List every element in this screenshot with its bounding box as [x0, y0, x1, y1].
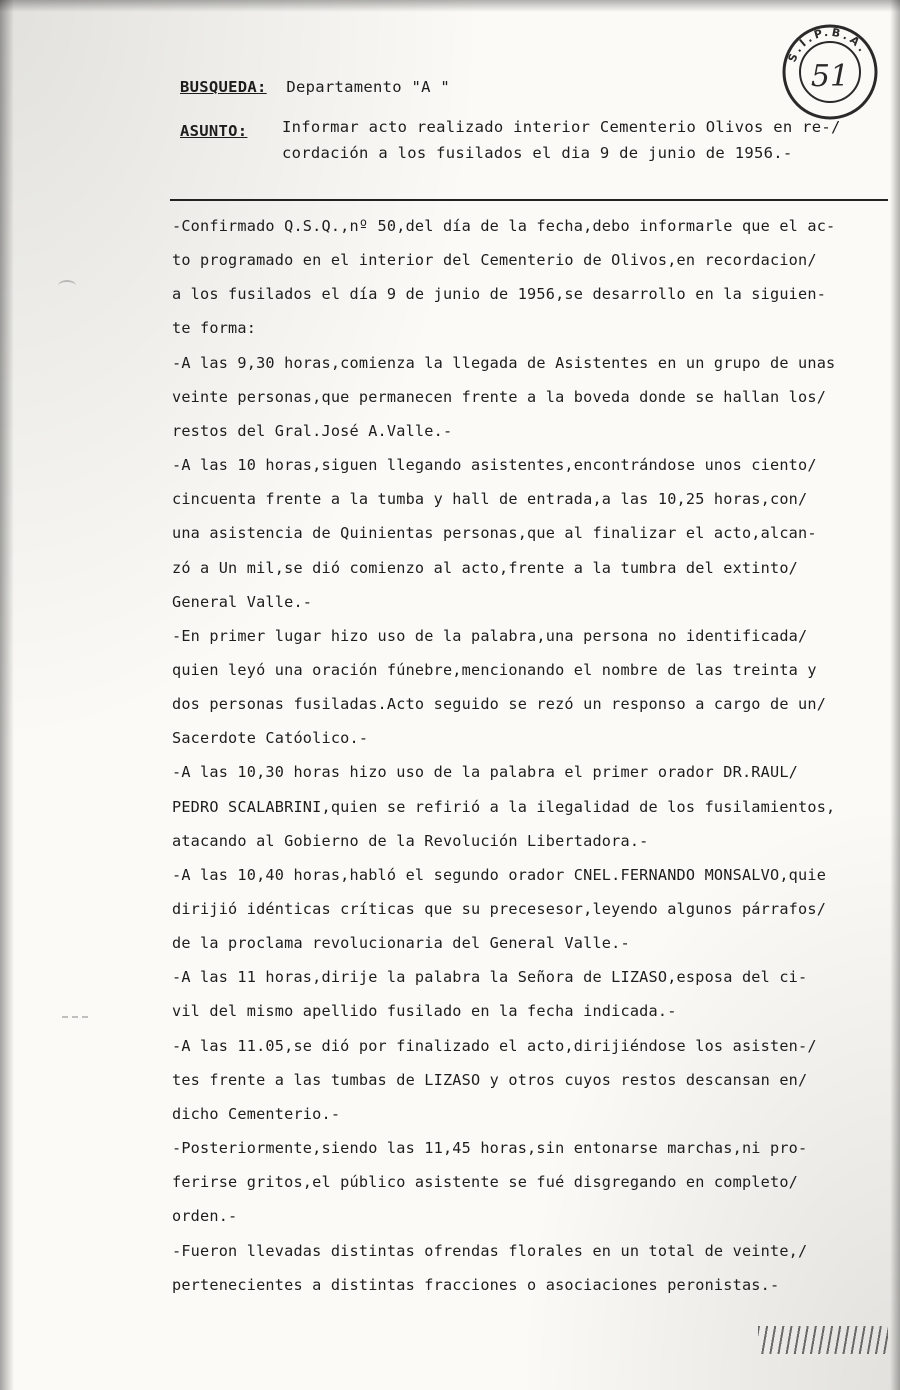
report-line: ferirse gritos,el público asistente se fué disgregando en completo/: [172, 1173, 799, 1192]
report-line: -A las 9,30 horas,comienza la llegada de Asistentes en un grupo de unas: [172, 353, 836, 372]
report-line: restos del Gral.José A.Valle.-: [172, 421, 453, 440]
report-line: -En primer lugar hizo uso de la palabra,una persona no identificada/: [172, 626, 808, 645]
scan-smudge: [62, 1016, 88, 1026]
report-line: to programado en el interior del Cementerio de Olivos,en recordacion/: [172, 251, 817, 270]
report-line: -Fueron llevadas distintas ofrendas florales en un total de veinte,/: [172, 1241, 808, 1260]
stamp-folio: 51: [810, 59, 850, 94]
sipba-stamp: [780, 22, 880, 122]
report-line: vil del mismo apellido fusilado en la fecha indicada.-: [172, 1002, 677, 1021]
busqueda-header: [180, 78, 450, 96]
scan-edge-top: [0, 0, 900, 12]
report-line: -Posteriormente,siendo las 11,45 horas,sin entonarse marchas,ni pro-: [172, 1139, 808, 1158]
scan-edge-left: [0, 0, 14, 1390]
report-line: Sacerdote Catóolico.-: [172, 729, 369, 748]
report-line: orden.-: [172, 1207, 238, 1226]
report-line: -A las 11.05,se dió por finalizado el acto,dirijiéndose los asisten-/: [172, 1036, 817, 1055]
report-line: a los fusilados el día 9 de junio de 1956,se desarrollo en la siguien-: [172, 285, 827, 304]
report-line: -A las 10,40 horas,habló el segundo orador CNEL.FERNANDO MONSALVO,quie: [172, 865, 827, 884]
report-line: -A las 10,30 horas hizo uso de la palabra el primer orador DR.RAUL/: [172, 763, 799, 782]
report-line: dirijió idénticas críticas que su precesesor,leyendo algunos párrafos/: [172, 900, 827, 918]
report-line: -A las 10 horas,siguen llegando asistentes,encontrándose unos ciento/: [172, 456, 817, 475]
report-line: quien leyó una oración fúnebre,mencionando el nombre de las treinta y: [172, 660, 817, 679]
report-line: de la proclama revolucionaria del General Valle.-: [172, 934, 630, 953]
report-line: dos personas fusiladas.Acto seguido se rezó un responso a cargo de un/: [172, 695, 827, 714]
asunto-line: cordación a los fusilados el dia 9 de junio de 1956.-: [282, 144, 793, 162]
scan-smudge: [58, 280, 76, 292]
busqueda-label: BUSQUEDA:: [180, 78, 267, 96]
stamp-seal-icon: [780, 22, 880, 122]
report-line: zó a Un mil,se dió comienzo al acto,frente a la tumbra del extinto/: [172, 558, 799, 577]
asunto-line: Informar acto realizado interior Cementerio Olivos en re-/: [282, 118, 841, 136]
header-divider: [170, 199, 888, 201]
report-line: cincuenta frente a la tumba y hall de entrada,a las 10,25 horas,con/: [172, 490, 808, 509]
report-line: pertenecientes a distintas fracciones o asociaciones peronistas.-: [172, 1275, 780, 1294]
report-line: PEDRO SCALABRINI,quien se refirió a la ilegalidad de los fusilamientos,: [172, 797, 836, 816]
report-line: -Confirmado Q.S.Q.,nº 50,del día de la fecha,debo informarle que el ac-: [172, 217, 836, 235]
report-line: atacando al Gobierno de la Revolución Libertadora.-: [172, 831, 649, 850]
report-line: General Valle.-: [172, 592, 313, 611]
report-line: te forma:: [172, 319, 257, 338]
asunto-label: ASUNTO:: [180, 122, 248, 140]
report-line: veinte personas,que permanecen frente a la boveda donde se hallan los/: [172, 387, 827, 406]
stamp-text: S.I.P.B.A.: [785, 25, 871, 65]
report-line: -A las 11 horas,dirije la palabra la Señora de LIZASO,esposa del ci-: [172, 968, 808, 987]
scan-marks: [758, 1326, 888, 1354]
report-line: tes frente a las tumbas de LIZASO y otros cuyos restos descansan en/: [172, 1070, 808, 1089]
report-line: una asistencia de Quinientas personas,que al finalizar el acto,alcan-: [172, 524, 817, 543]
busqueda-value: Departamento "A ": [286, 78, 451, 96]
report-line: dicho Cementerio.-: [172, 1104, 341, 1123]
